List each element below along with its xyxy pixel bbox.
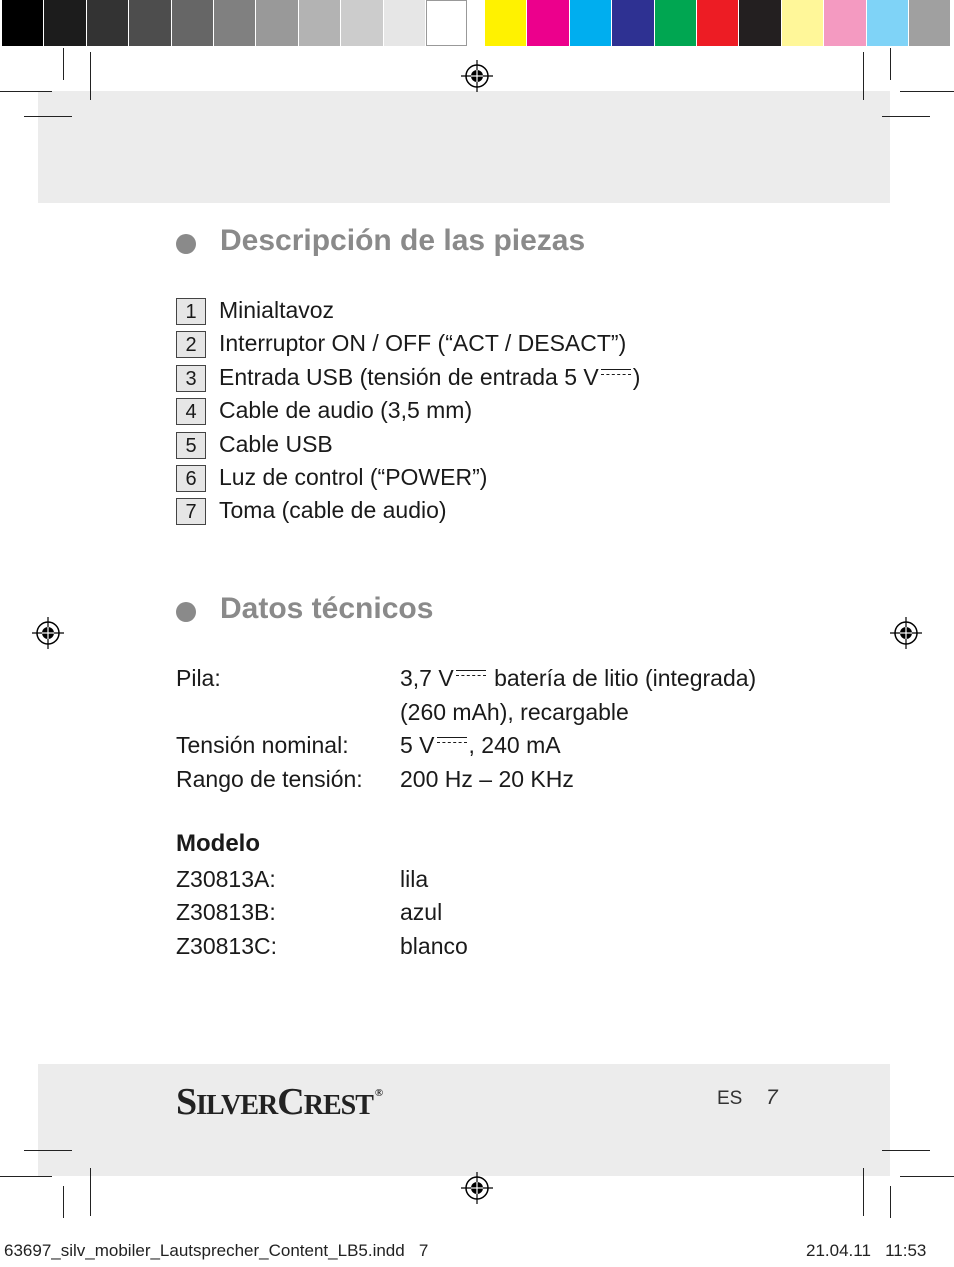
model-title: Modelo <box>176 830 260 857</box>
registration-mark-icon <box>461 1172 493 1204</box>
part-label: Luz de control (“POWER”) <box>219 463 488 490</box>
spec-value-pre: 5 V <box>400 732 435 758</box>
footer-filename: 63697_silv_mobiler_Lautsprecher_Content_LB5.indd 7 <box>4 1241 429 1260</box>
part-label-pre: Entrada USB (tensión de entrada 5 V <box>219 363 599 390</box>
crop-mark <box>882 1150 930 1151</box>
model-code: Z30813B: <box>176 899 276 925</box>
spec-value <box>400 732 561 759</box>
bottom-gray-band <box>38 1064 890 1176</box>
color-swatch <box>697 0 738 46</box>
crop-mark <box>900 1176 954 1177</box>
part-label-post: ) <box>632 363 641 390</box>
crop-mark <box>90 1168 91 1216</box>
part-number: 1 <box>176 298 206 325</box>
dc-symbol-icon <box>437 737 467 747</box>
crop-mark <box>900 91 954 92</box>
color-swatch <box>384 0 425 46</box>
color-swatch <box>2 0 43 46</box>
crop-mark <box>882 116 930 117</box>
spec-value <box>400 665 756 692</box>
part-number: 6 <box>176 465 206 492</box>
spec-label: Rango de tensión: <box>176 766 363 792</box>
model-color: azul <box>400 899 443 925</box>
spec-label: Tensión nominal: <box>176 732 349 758</box>
color-swatch <box>299 0 340 46</box>
part-number: 7 <box>176 498 206 525</box>
spec-value: 200 Hz – 20 KHz <box>400 766 574 792</box>
crop-mark <box>890 1186 891 1218</box>
page-number: 7 <box>766 1086 778 1109</box>
part-number: 2 <box>176 331 206 358</box>
part-label: Cable USB <box>219 430 333 457</box>
part-label: Minialtavoz <box>219 297 335 323</box>
bullet-icon <box>176 234 196 254</box>
language-code: ES <box>717 1088 743 1109</box>
color-swatch <box>44 0 85 46</box>
registration-mark-icon <box>32 617 64 649</box>
registration-mark-icon <box>461 60 493 92</box>
color-swatch <box>341 0 382 46</box>
crop-mark <box>24 116 72 117</box>
registration-mark-icon <box>890 617 922 649</box>
crop-mark <box>90 52 91 100</box>
brand-part: ILVER <box>196 1090 278 1121</box>
spec-label: Pila: <box>176 665 221 691</box>
dc-symbol-icon <box>456 670 486 680</box>
model-color: blanco <box>400 933 468 959</box>
crop-mark <box>24 1150 72 1151</box>
top-gray-band <box>38 91 890 203</box>
spec-value-post: batería de litio (integrada) <box>487 665 757 691</box>
brand-initial: C <box>277 1081 304 1123</box>
bullet-icon <box>176 602 196 622</box>
color-swatch <box>256 0 297 46</box>
color-swatch <box>129 0 170 46</box>
color-swatch <box>909 0 950 46</box>
model-code: Z30813C: <box>176 933 278 959</box>
color-swatch <box>485 0 526 46</box>
part-number: 3 <box>176 365 206 392</box>
brand-logo <box>176 1080 382 1124</box>
color-swatch <box>655 0 696 46</box>
spec-value: (260 mAh), recargable <box>400 699 629 725</box>
part-label: Interruptor ON / OFF (“ACT / DESACT”) <box>219 330 627 357</box>
crop-mark <box>63 48 64 80</box>
color-swatch <box>426 0 467 46</box>
crop-mark <box>63 1186 64 1218</box>
color-calibration-bar <box>0 0 954 46</box>
color-swatch <box>782 0 823 46</box>
part-label: Cable de audio (3,5 mm) <box>219 397 473 424</box>
color-swatch <box>570 0 611 46</box>
spec-value-post: , 240 mA <box>468 732 561 758</box>
dc-symbol-icon <box>601 369 631 379</box>
part-label: Toma (cable de audio) <box>219 497 447 524</box>
color-swatch <box>172 0 213 46</box>
registered-mark: ® <box>374 1087 383 1099</box>
color-swatch <box>739 0 780 46</box>
model-code: Z30813A: <box>176 866 276 892</box>
spec-value-pre: 3,7 V <box>400 665 454 691</box>
color-swatch <box>867 0 908 46</box>
crop-mark <box>0 91 52 92</box>
parts-heading-text: Descripción de las piezas <box>220 224 586 257</box>
tech-heading-text: Datos técnicos <box>220 592 434 625</box>
brand-initial: S <box>176 1081 197 1123</box>
color-swatch <box>87 0 128 46</box>
footer-date: 21.04.11 11:53 <box>806 1241 927 1260</box>
model-color: lila <box>400 866 429 892</box>
color-swatch <box>824 0 865 46</box>
part-number: 5 <box>176 432 206 459</box>
brand-part: REST <box>303 1090 373 1121</box>
color-swatch <box>612 0 653 46</box>
part-label <box>219 364 640 391</box>
crop-mark <box>0 1176 52 1177</box>
color-swatch <box>214 0 255 46</box>
crop-mark <box>890 48 891 80</box>
crop-mark <box>863 1168 864 1216</box>
crop-mark <box>863 52 864 100</box>
part-number: 4 <box>176 398 206 425</box>
color-swatch <box>527 0 568 46</box>
